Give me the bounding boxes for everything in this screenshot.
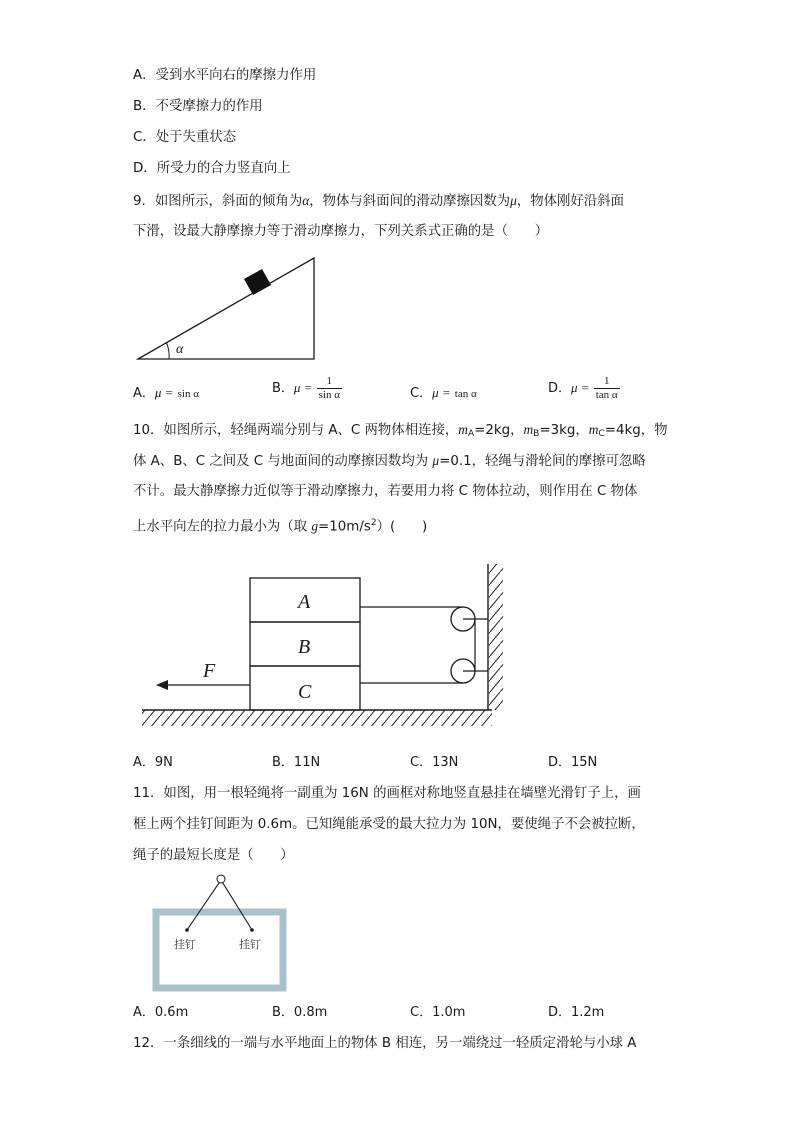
q11-stem-line2: 框上两个挂钉间距为 0.6m。已知绳能承受的最大拉力为 10N，要使绳子不会被拉断，	[133, 817, 645, 832]
q11-option-a: A．0.6m	[133, 1005, 189, 1020]
q9-option-a: A．μ = sin α	[133, 385, 199, 401]
q11-stem-line3: 绳子的最短长度是（ ）	[133, 848, 294, 863]
q12-stem-line1: 12．一条细线的一端与水平地面上的物体 B 相连，另一端绕过一轻质定滑轮与小球 A	[133, 1036, 637, 1051]
q10-stem-line4: 上水平向左的拉力最小为（取 $g=10m/s^2$）( )	[133, 518, 428, 535]
q10-stem-line3: 不计。最大静摩擦力近似等于滑动摩擦力，若要用力将 C 物体拉动，则作用在 C 物体	[133, 484, 638, 499]
block-a-label: A	[298, 591, 311, 613]
rope-left	[187, 880, 221, 930]
q9-stem-line2: 下滑，设最大静摩擦力等于滑动摩擦力，下列关系式正确的是（ ）	[133, 224, 549, 239]
q8-option-b: B．不受摩擦力的作用	[133, 99, 263, 114]
nail-label-left: 挂钉	[174, 938, 196, 951]
q11-option-b: B．0.8m	[272, 1005, 328, 1020]
q10-stem-line1: 10．如图所示，轻绳两端分别与 A、C 两物体相连接，$m_A=2kg$，$m_B=3kg$，$m_C=4kg$，物	[133, 422, 668, 439]
q8-option-c: C．处于失重状态	[133, 130, 237, 145]
angle-label: α	[176, 342, 184, 357]
q11-option-c: C．1.0m	[410, 1005, 466, 1020]
incline-triangle	[138, 258, 314, 359]
wall-hatch	[489, 564, 503, 710]
q10-stem-line2: 体 A、B、C 之间及 C 与地面间的动摩擦因数均为 μ=0.1，轻绳与滑轮间的摩擦可忽略	[133, 453, 646, 469]
ground-hatch	[142, 710, 492, 726]
block-b-label: B	[298, 636, 311, 658]
force-label: F	[203, 660, 216, 682]
q10-option-a: A．9N	[133, 755, 173, 770]
q9-incline-figure	[136, 255, 318, 363]
angle-arc	[167, 343, 170, 359]
nail-label-right: 挂钉	[239, 938, 261, 951]
wall-nail	[217, 875, 225, 883]
force-arrowhead	[156, 680, 168, 690]
q10-option-b: B．11N	[272, 755, 321, 770]
rope-right	[221, 880, 252, 930]
q9-option-d: D．μ = $\frac{1}{\text{tan α}}$	[548, 375, 618, 401]
q11-stem-line1: 11．如图，用一根轻绳将一副重为 16N 的画框对称地竖直悬挂在墙壁光滑钉子上，画	[133, 786, 641, 801]
sliding-block	[244, 269, 271, 295]
block-c-label: C	[298, 681, 312, 703]
q11-frame-figure	[150, 872, 290, 994]
q9-option-b: B．μ = $\frac{1}{\text{sin α}}$	[272, 375, 340, 401]
q8-option-d: D．所受力的合力竖直向上	[133, 161, 291, 176]
hanging-nail-left	[185, 928, 189, 932]
q10-option-d: D．15N	[548, 755, 598, 770]
q9-option-c: C．μ = tan α	[410, 385, 477, 401]
q10-option-c: C．13N	[410, 755, 459, 770]
q8-option-a: A．受到水平向右的摩擦力作用	[133, 68, 317, 83]
q9-stem-line1: 9．如图所示，斜面的倾角为α，物体与斜面间的滑动摩擦因数为μ，物体刚好沿斜面	[133, 193, 624, 209]
q11-option-d: D．1.2m	[548, 1005, 605, 1020]
hanging-nail-right	[250, 928, 254, 932]
q10-blocks-figure	[140, 560, 510, 730]
